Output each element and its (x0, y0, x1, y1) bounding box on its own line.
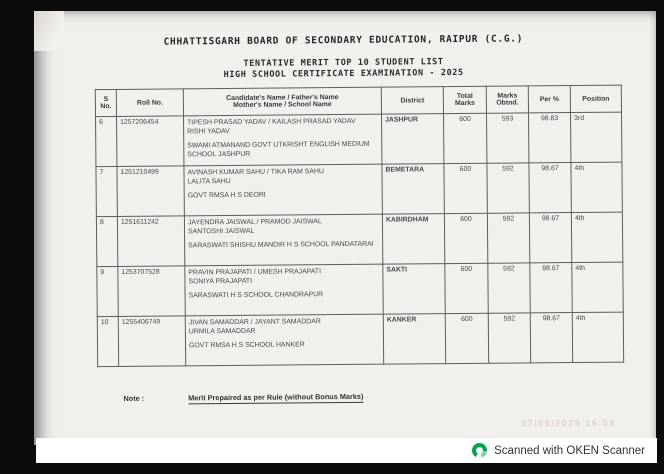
mother-name: SONIYA PRAJAPATI (188, 277, 253, 286)
candidate-father-name: JAYENDRA JAISWAL / PRAMOD JAISWAL (187, 218, 322, 227)
total-marks-cell: 600 (444, 113, 487, 163)
sno-cell: 6 (96, 116, 117, 166)
marks-obtained-cell: 592 (487, 163, 529, 213)
header-percent: Per % (528, 86, 570, 113)
percent-cell: 98.83 (529, 113, 571, 163)
position-cell: 4th (571, 162, 622, 212)
district-cell: SAKTI (383, 264, 445, 315)
header-district: District (381, 87, 443, 115)
merit-table (95, 85, 624, 368)
total-marks-cell: 600 (445, 313, 488, 363)
document-content (32, 8, 658, 447)
sno-cell: 7 (96, 166, 117, 216)
candidate-cell (184, 114, 382, 166)
position-cell: 4th (571, 212, 622, 262)
table-row (96, 212, 622, 267)
sno-cell: 9 (97, 266, 118, 316)
percent-cell: 98.67 (529, 213, 571, 263)
district-cell: KABIRDHAM (382, 214, 444, 265)
roll-cell: 1253707528 (118, 266, 185, 317)
doc-title-line1: TENTATIVE MERIT TOP 10 STUDENT LIST (243, 57, 444, 69)
mother-name: LALITA SAHU (187, 177, 231, 186)
sno-cell: 10 (97, 316, 118, 366)
table-row (96, 112, 622, 167)
district-cell: JASHPUR (382, 114, 444, 165)
marks-obtained-cell: 592 (488, 313, 530, 363)
roll-cell: 1255406749 (118, 316, 185, 367)
oken-scanner-icon (472, 443, 487, 458)
candidate-cell (184, 214, 382, 266)
header-obtained: Marks Obtnd. (486, 86, 528, 113)
position-cell: 4th (572, 312, 623, 362)
district-cell: KANKER (383, 314, 445, 365)
marks-obtained-cell: 593 (487, 113, 529, 163)
table-row (97, 262, 623, 317)
scanned-page (34, 11, 656, 445)
sno-cell: 8 (96, 216, 117, 266)
total-marks-cell: 600 (444, 163, 487, 213)
candidate-father-name: TIPESH PRASAD YADAV / KAILASH PRASAD YADAV (187, 117, 356, 127)
table-row (97, 312, 623, 367)
total-marks-cell: 600 (444, 213, 487, 263)
header-candidate: Candidate's Name / Father's Name Mother's Name / School Name (183, 87, 381, 116)
percent-cell: 98.67 (529, 163, 571, 213)
doc-title-line2: HIGH SCHOOL CERTIFICATE EXAMINATION - 2025 (223, 67, 464, 81)
table-row (96, 162, 622, 217)
marks-obtained-cell: 592 (487, 213, 529, 263)
position-cell: 4th (572, 262, 623, 312)
school-name: GOVT RMSA H S SCHOOL HANKER (188, 341, 305, 350)
roll-cell: 1251611242 (117, 216, 184, 267)
mother-name: URMILA SAMADDAR (188, 327, 256, 336)
school-name: GOVT RMSA H S DEORI (187, 191, 266, 200)
candidate-cell (185, 264, 383, 316)
board-name: CHHATTISGARH BOARD OF SECONDARY EDUCATION, RAIPUR (C.G.) (163, 33, 524, 48)
percent-cell: 98.67 (530, 313, 572, 363)
header-sno: S No. (95, 89, 116, 116)
total-marks-cell: 600 (445, 263, 488, 313)
percent-cell: 98.67 (530, 263, 572, 313)
school-name: SARASWATI H S SCHOOL CHANDRAPUR (188, 291, 324, 300)
scanner-label: Scanned with OKEN Scanner (494, 444, 645, 457)
header-position: Position (570, 85, 621, 112)
note-row (123, 392, 363, 405)
roll-cell: 1257206454 (117, 116, 184, 167)
note-text: Merit Prepaired as per Rule (without Bonus Marks) (188, 391, 364, 403)
marks-obtained-cell: 592 (488, 263, 530, 313)
candidate-cell (184, 164, 382, 216)
scan-timestamp: 07/05/2025 16:03 (521, 417, 616, 429)
roll-cell: 1251210499 (117, 166, 184, 217)
candidate-father-name: PRAVIN PRAJAPATI / UMESH PRAJAPATI (188, 268, 322, 277)
mother-name: SANTOSHI JAISWAL (187, 227, 255, 236)
school-name: SWAMI ATMANAND GOVT UTKRISHT ENGLISH MEDIUM SCHOOL JASHPUR (187, 140, 370, 158)
candidate-father-name: AVINASH KUMAR SAHU / TIKA RAM SAHU (187, 168, 324, 177)
mother-name: RISHI YADAV (187, 128, 230, 136)
district-cell: BEMETARA (382, 164, 444, 215)
candidate-father-name: JIVAN SAMADDAR / JAYANT SAMADDAR (188, 318, 321, 327)
scanner-footer (36, 438, 657, 463)
position-cell: 3rd (571, 112, 622, 162)
note-label: Note : (123, 393, 145, 403)
header-total: Total Marks (443, 86, 486, 113)
school-name: SARASWATI SHISHU MANDIR H S SCHOOL PANDATARAI (188, 240, 374, 250)
candidate-cell (185, 314, 383, 366)
header-roll: Roll No. (116, 89, 183, 117)
